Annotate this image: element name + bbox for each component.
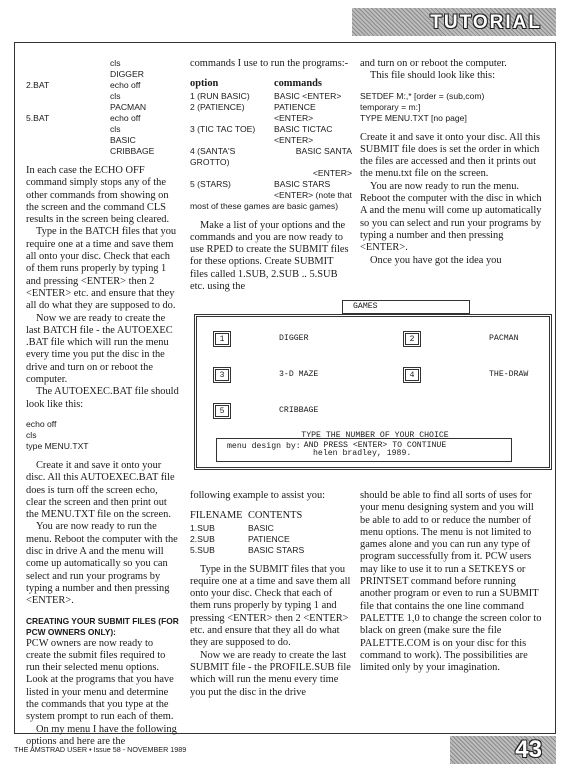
- menu-number-box: 2: [403, 331, 421, 347]
- paragraph: following example to assist you:: [190, 490, 326, 501]
- code-line: cls: [110, 58, 121, 68]
- table-row: 4 (SANTA'S GROTTO) BASIC SANTA: [190, 145, 352, 167]
- column-2-top: [190, 58, 352, 293]
- code-line: cls: [110, 91, 121, 101]
- table-row: <ENTER>: [274, 134, 314, 145]
- page-number: 43: [515, 736, 542, 763]
- paragraph: commands I use to run the programs:-: [190, 58, 349, 69]
- paragraph: On my menu I have the following options and here are the: [26, 723, 177, 747]
- code-line: BASIC CRIBBAGE: [110, 135, 155, 156]
- footer-publication: THE AMSTRAD USER • Issue 58 - NOVEMBER 1989: [14, 745, 187, 754]
- paragraph: PCW owners are now ready to create the submit files required to run their selected menu options. Look at the programs that you have listed in your menu and determine the commands that you type at the system prompt to run each of them.: [26, 637, 174, 723]
- paragraph: Create it and save it onto your disc. All this AUTOEXEC.BAT file does is turn off the screen echo, clear the screen and then print out the MENU.TXT file on the screen.: [26, 459, 175, 521]
- code-line: cls: [110, 124, 121, 134]
- paragraph: Create it and save it onto your disc. All this SUBMIT file does is set the order in which the files are accessed and then it prints out the menu.txt file on the screen.: [360, 131, 541, 180]
- menu-item-name: PACMAN: [489, 334, 519, 343]
- section-heading: CREATING YOUR SUBMIT FILES (FOR PCW OWNERS ONLY):: [26, 615, 179, 637]
- table-row: <ENTER> (note that: [274, 189, 352, 200]
- code-profile: SETDEF M:,* [order = (sub,com) temporary = m:] TYPE MENU.TXT [no page]: [360, 90, 485, 123]
- menu-item-name: 3-D MAZE: [279, 370, 319, 379]
- table-row: 1 (RUN BASIC) BASIC <ENTER>: [190, 90, 342, 101]
- paragraph: and turn on or reboot the computer.: [360, 58, 507, 69]
- page-number-block: [450, 736, 556, 764]
- options-table: [190, 91, 352, 212]
- table-row: 5.SUB BASIC STARS: [190, 544, 305, 555]
- menu-number-box: 1: [213, 331, 231, 347]
- menu-item-name: THE-DRAW: [489, 370, 529, 379]
- paragraph: Now we are ready to create the last SUBMIT file - the PROFILE.SUB file which will run the menu every time you put the disc in the drive: [190, 649, 351, 698]
- paragraph: The AUTOEXEC.BAT file should look like this:: [26, 386, 179, 410]
- code-line: 5.BAT echo off: [26, 113, 141, 123]
- menu-number-box: 3: [213, 367, 231, 383]
- table-row: 1.SUB BASIC: [190, 522, 274, 533]
- code-autoexec: echo off cls type MENU.TXT: [26, 418, 89, 451]
- table-header: option commands: [190, 78, 322, 90]
- paragraph: Type in the BATCH files that you require one at a time and save them all onto your disc. Check that each of them runs properly by typing 1 and pressing <ENTER> then 2 <ENTER> etc. and ensure that they all do what they are supposed to do.: [26, 226, 177, 312]
- menu-prompt: TYPE THE NUMBER OF YOUR CHOICE AND PRESS <ENTER> TO CONTINUE: [301, 431, 449, 450]
- paragraph: This file should look like this:: [370, 70, 495, 82]
- column-3-top: [360, 58, 546, 267]
- menu-number-box: 4: [403, 367, 421, 383]
- paragraph: Type in the SUBMIT files that you require one at a time and save them all onto your disc. Check that each of them runs properly by typing 1 and pressing <ENTER> then 2 <ENTER> etc. and ensure that they all do what they are supposed to do.: [190, 563, 351, 649]
- section-title: TUTORIAL: [430, 12, 542, 33]
- menu-number-box: 5: [213, 403, 231, 419]
- column-1: [26, 58, 180, 748]
- table-note: most of these games are basic games): [190, 200, 339, 211]
- paragraph: Make a list of your options and the commands and you are now ready to use RPED to create the SUBMIT files for these options. Create SUBMIT files called 1.SUB, 2.SUB .. 5.SUB etc. using the: [190, 219, 349, 293]
- column-2-bottom: [190, 490, 352, 699]
- code-line: 2.BAT echo off: [26, 80, 141, 90]
- menu-title-tab: GAMES: [342, 300, 470, 314]
- paragraph: Now we are ready to create the last BATCH file - the AUTOEXEC .BAT file which will run the menu every time you put the disc in the drive and turn on or reboot the computer.: [26, 312, 173, 386]
- menu-design-credit: menu design by: helen bradley, 1989.: [216, 438, 512, 462]
- paragraph: You are now ready to run the menu. Reboot the computer with the disc in drive A and the menu will come up automatically so you can select and run your programs by typing a number and then pressing <ENTER>.: [26, 521, 178, 607]
- code-batch-files: [26, 58, 180, 157]
- paragraph: should be able to find all sorts of uses for your menu designing system and you will be able to add to or reduce the number of menu options. The menu is not limited to games alone and you can run any type of program successfully from it. PCW users may like to use it to run a SETKEYS or PRINTSET command before running another program or even to run a SUBMIT file that contains the one line command PALETTE 1,0 to change the screen color to black on green (make sure the file PALETTE.COM is on your disc for this command to work). The possibilities are limited only by your imagination.: [360, 490, 542, 674]
- paragraph: Once you have got the idea you: [370, 254, 502, 266]
- menu-screen-illustration: [190, 300, 556, 480]
- menu-item-name: CRIBBAGE: [279, 406, 319, 415]
- submit-files-table: [190, 523, 352, 556]
- code-line: PACMAN: [110, 102, 147, 112]
- table-row: 2 (PATIENCE) PATIENCE <ENTER>: [190, 101, 316, 123]
- table-row: 5 (STARS) BASIC STARS: [190, 178, 331, 189]
- code-line: DIGGER: [110, 69, 144, 79]
- table-row: <ENTER>: [312, 167, 352, 178]
- column-3-bottom: [360, 490, 546, 674]
- table-row: 3 (TIC TAC TOE) BASIC TICTAC: [190, 123, 333, 134]
- paragraph: You are now ready to run the menu. Reboot the computer with the disc in which A and the menu will come up automatically so you can select and run your programs by typing a number and then pressing <ENTER>.: [360, 180, 542, 254]
- table-header: FILENAME CONTENTS: [190, 510, 303, 522]
- section-banner: [352, 8, 556, 36]
- paragraph: In each case the ECHO OFF command simply stops any of the other commands from showing on the screen and the command CLS results in the screen being cleared.: [26, 165, 170, 226]
- menu-item-name: DIGGER: [279, 334, 309, 343]
- table-row: 2.SUB PATIENCE: [190, 533, 290, 544]
